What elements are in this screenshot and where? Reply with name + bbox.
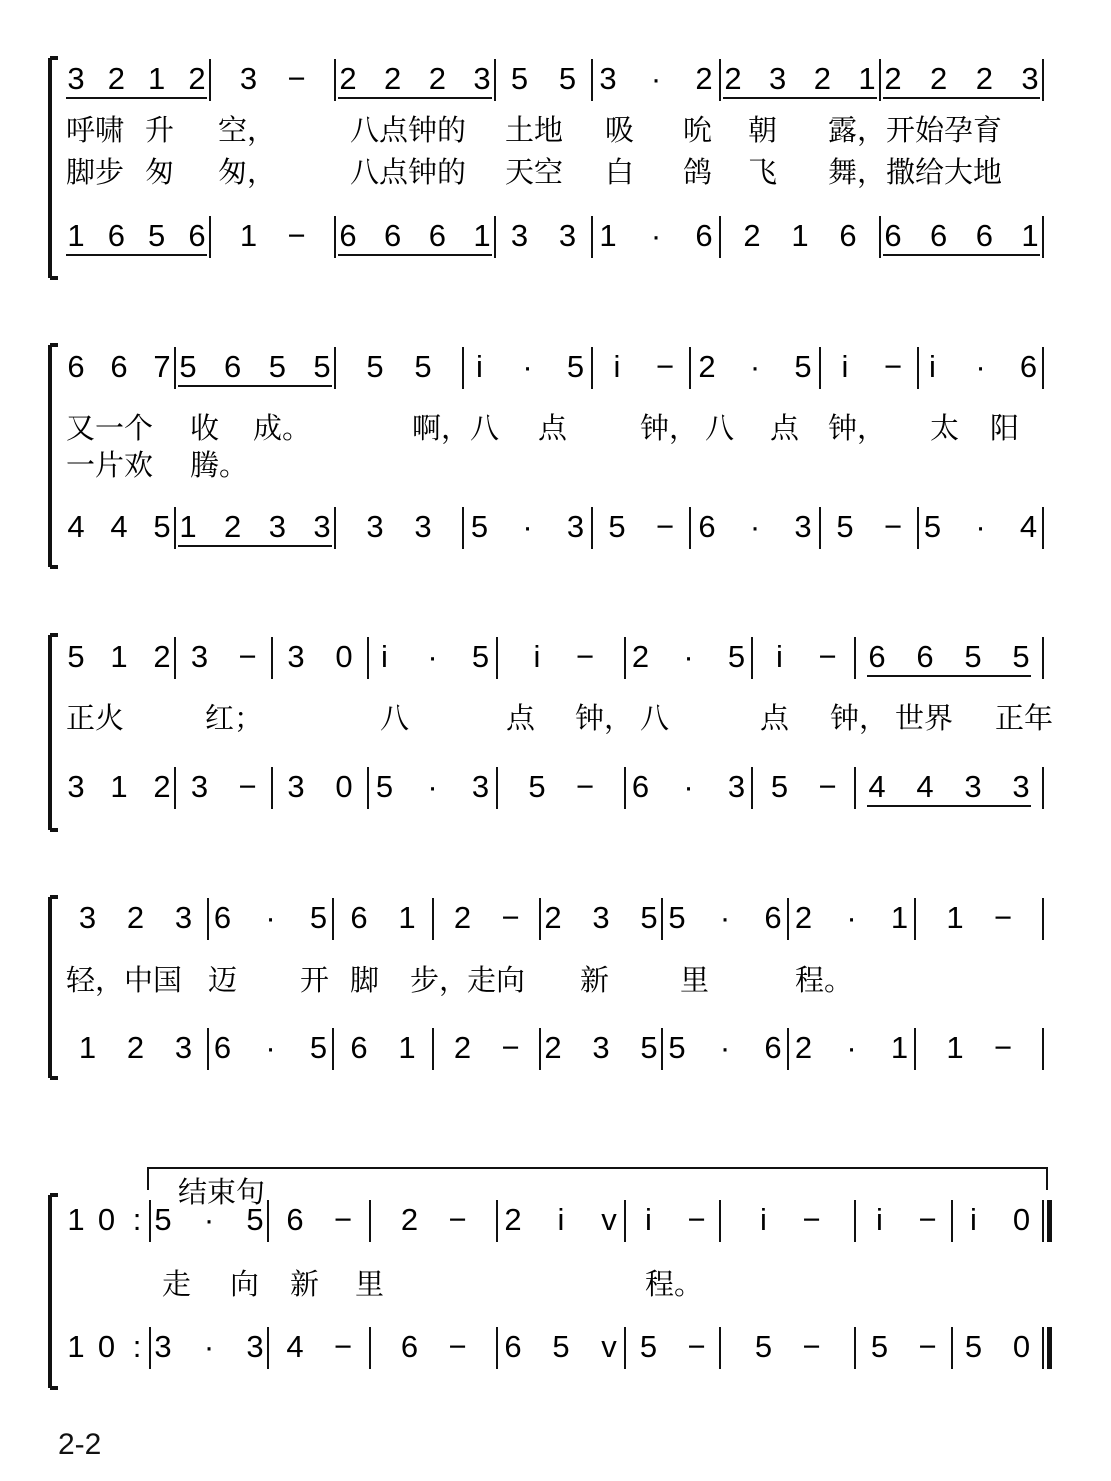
melody-lower-note: 5 (836, 509, 854, 544)
melody-lower-note: − (501, 1030, 520, 1065)
melody-lower-note: − (238, 769, 257, 804)
melody-upper-note: 2 (384, 61, 402, 96)
melody-lower-note: 3 (964, 769, 982, 804)
lyric-word: 朝 (748, 113, 778, 147)
lyric-word: 飞 (748, 155, 778, 189)
melody-upper-note: 5 (668, 900, 686, 935)
melody-lower-note: 1 (890, 1030, 909, 1065)
melody-upper-note: 5 (640, 900, 658, 935)
melody-upper-note: 5 (964, 639, 982, 674)
lyric-word: 程。 (645, 1267, 704, 1301)
melody-upper-note: − (802, 1202, 821, 1237)
lyric-word: 点 (538, 411, 568, 445)
melody-upper-note: 1 (67, 1202, 85, 1237)
melody-upper-note: − (575, 639, 595, 674)
melody-lower-note: 4 (67, 509, 85, 544)
melody-upper-note: 2 (695, 61, 713, 96)
melody-lower-note: − (655, 509, 675, 544)
melody-lower-note: : (132, 1329, 142, 1364)
melody-lower-note: 2 (544, 1030, 562, 1065)
lyric-word: 点 (506, 701, 536, 735)
melody-lower-note: 6 (188, 218, 206, 253)
melody-upper-note: 2 (813, 61, 831, 96)
melody-upper-note: 3 (239, 61, 258, 96)
melody-upper-note: 5 (1012, 639, 1030, 674)
lyric-word: 八点钟的 (350, 155, 467, 189)
melody-lower-note: 1 (239, 218, 258, 253)
melody-upper-note: 5 (179, 349, 197, 384)
lyric-word: 吸 (605, 113, 635, 147)
melody-upper-note: 6 (286, 1202, 304, 1237)
melody-lower-note: 3 (313, 509, 331, 544)
melody-upper-note: : (132, 1202, 142, 1237)
lyric-word: 开 (300, 963, 330, 997)
melody-upper-note: · (683, 639, 694, 674)
melody-lower-note: 4 (110, 509, 128, 544)
lyric-word: 新 (290, 1267, 320, 1301)
melody-upper-note: 2 (724, 61, 742, 96)
melody-lower-note: 3 (727, 769, 746, 804)
melody-lower-note: 5 (375, 769, 394, 804)
melody-lower-note: 1 (78, 1030, 97, 1065)
melody-upper-note: − (993, 900, 1013, 935)
melody-lower-note: − (818, 769, 837, 804)
melody-upper-note: · (650, 61, 662, 96)
melody-upper-note: 3 (473, 61, 491, 96)
melody-upper-note: − (687, 1202, 706, 1237)
melody-upper-note: 2 (504, 1202, 522, 1237)
melody-lower-note: 6 (975, 218, 993, 253)
melody-upper-note: 2 (153, 639, 171, 674)
melody-lower-note: 6 (764, 1030, 782, 1065)
melody-upper-note: 0 (97, 1202, 116, 1237)
melody-upper-note: i (841, 349, 849, 384)
lyric-word: 向 (230, 1267, 260, 1301)
melody-lower-note: 3 (414, 509, 432, 544)
lyric-word: 脚 (350, 963, 380, 997)
lyric-word: 呼啸 (66, 113, 125, 147)
lyric-word: 钟， (640, 411, 699, 445)
melody-upper-note: 5 (566, 349, 585, 384)
melody-upper-note: 6 (868, 639, 886, 674)
melody-upper-note: 3 (599, 61, 617, 96)
melody-upper-note: v (601, 1202, 617, 1237)
melody-upper-note: − (287, 61, 306, 96)
melody-lower-note: 3 (558, 218, 577, 253)
melody-upper-note: i (613, 349, 621, 384)
melody-lower-note: 3 (366, 509, 384, 544)
melody-lower-note: · (846, 1030, 857, 1065)
melody-upper-note: 5 (309, 900, 328, 935)
melody-upper-note: 3 (592, 900, 610, 935)
lyric-word: 迈 (208, 963, 238, 997)
melody-upper-note: 3 (174, 900, 193, 935)
melody-lower-note: 6 (384, 218, 402, 253)
melody-upper-note: 3 (1021, 61, 1039, 96)
melody-lower-note: 2 (153, 769, 171, 804)
melody-upper-note: · (522, 349, 533, 384)
melody-upper-note: 5 (313, 349, 331, 384)
melody-lower-note: 5 (754, 1329, 773, 1364)
melody-upper-note: 2 (400, 1202, 419, 1237)
melody-lower-note: 4 (916, 769, 934, 804)
lyric-word: 升 (145, 113, 175, 147)
lyric-word: 收 (190, 411, 220, 445)
melody-lower-note: 6 (350, 1030, 368, 1065)
melody-upper-note: 2 (107, 61, 125, 96)
melody-lower-note: · (749, 509, 761, 544)
lyric-word: 匆 (145, 155, 175, 189)
melody-upper-note: 2 (544, 900, 562, 935)
melody-lower-note: 5 (770, 769, 789, 804)
melody-upper-note: − (501, 900, 520, 935)
melody-upper-note: i (557, 1202, 565, 1237)
melody-lower-note: 3 (794, 509, 812, 544)
lyric-word: 八 (380, 701, 410, 735)
melody-upper-note: 6 (1019, 349, 1038, 384)
melody-lower-note: · (265, 1030, 276, 1065)
melody-lower-note: 5 (923, 509, 942, 544)
melody-upper-note: 1 (398, 900, 416, 935)
lyric-word: 白 (605, 155, 635, 189)
melody-lower-note: 2 (453, 1030, 472, 1065)
melody-upper-note: 5 (154, 1202, 172, 1237)
melody-lower-note: 5 (552, 1329, 570, 1364)
melody-upper-note: 6 (224, 349, 242, 384)
melody-upper-note: 5 (558, 61, 577, 96)
melody-lower-note: 3 (1012, 769, 1030, 804)
melody-upper-note: − (448, 1202, 467, 1237)
melody-upper-note: 1 (946, 900, 964, 935)
melody-upper-note: − (883, 349, 903, 384)
melody-upper-note: 3 (769, 61, 787, 96)
melody-upper-note: 2 (698, 349, 716, 384)
melody-lower-note: 6 (839, 218, 857, 253)
melody-upper-note: · (265, 900, 276, 935)
melody-upper-note: 1 (110, 639, 128, 674)
melody-lower-note: 6 (930, 218, 948, 253)
lyric-word: 成。 (253, 411, 312, 445)
melody-upper-note: 5 (366, 349, 384, 384)
melody-upper-note: i (776, 639, 783, 674)
melody-lower-note: 5 (528, 769, 546, 804)
final-barline (1047, 1327, 1052, 1369)
melody-upper-note: i (929, 349, 936, 384)
lyric-word: 钟， (830, 701, 889, 735)
melody-lower-note: 6 (339, 218, 357, 253)
lyric-word: 程。 (795, 963, 854, 997)
melody-lower-note: 4 (868, 769, 886, 804)
melody-upper-note: − (238, 639, 257, 674)
melody-upper-note: i (970, 1202, 977, 1237)
melody-upper-note: 2 (453, 900, 472, 935)
lyric-word: 正火 (66, 701, 125, 735)
melody-lower-note: 2 (126, 1030, 145, 1065)
melody-lower-note: 2 (224, 509, 242, 544)
melody-lower-note: 1 (398, 1030, 416, 1065)
lyric-word: 步， (410, 963, 469, 997)
melody-lower-note: 1 (946, 1030, 964, 1065)
melody-upper-note: 2 (631, 639, 650, 674)
melody-lower-note: − (883, 509, 903, 544)
system-bracket (50, 58, 58, 278)
melody-lower-note: 2 (794, 1030, 813, 1065)
melody-upper-note: 2 (794, 900, 813, 935)
melody-upper-note: 3 (78, 900, 97, 935)
melody-lower-note: − (687, 1329, 706, 1364)
melody-lower-note: − (918, 1329, 937, 1364)
page-number: 2-2 (58, 1428, 102, 1461)
melody-lower-note: · (719, 1030, 731, 1065)
melody-lower-note: 3 (510, 218, 529, 253)
melody-upper-note: 5 (727, 639, 746, 674)
melody-lower-note: 5 (639, 1329, 658, 1364)
melody-upper-note: 1 (890, 900, 909, 935)
lyric-word: 匆， (218, 155, 277, 189)
lyric-word: 里 (355, 1267, 385, 1301)
melody-lower-note: 3 (190, 769, 209, 804)
melody-lower-note: · (427, 769, 438, 804)
melody-upper-note: − (918, 1202, 937, 1237)
lyric-word: 走 (162, 1267, 192, 1301)
melody-lower-note: 0 (335, 769, 353, 804)
melody-upper-note: 6 (110, 349, 128, 384)
system-bracket (50, 635, 58, 830)
melody-lower-note: · (522, 509, 533, 544)
lyric-word: 里 (680, 963, 710, 997)
final-barline (1047, 1200, 1052, 1242)
melody-upper-note: 0 (1012, 1202, 1031, 1237)
lyric-word: 新 (580, 963, 610, 997)
melody-lower-note: 6 (698, 509, 716, 544)
lyric-word: 脚步 (66, 155, 125, 189)
melody-upper-note: 6 (916, 639, 934, 674)
melody-upper-note: · (719, 900, 731, 935)
melody-lower-note: 1 (179, 509, 197, 544)
melody-upper-note: 2 (339, 61, 357, 96)
lyric-word: 八 (705, 411, 735, 445)
melody-upper-note: 3 (190, 639, 209, 674)
melody-upper-note: i (760, 1202, 767, 1237)
lyric-word: 一片欢 (66, 448, 154, 482)
melody-lower-note: 0 (1012, 1329, 1031, 1364)
melody-upper-note: i (876, 1202, 883, 1237)
melody-lower-note: − (333, 1329, 353, 1364)
melody-upper-note: · (846, 900, 857, 935)
lyric-word: 腾。 (190, 448, 249, 482)
lyric-word: 土地 (505, 113, 564, 147)
melody-lower-note: 5 (640, 1030, 658, 1065)
melody-lower-note: 3 (67, 769, 85, 804)
melody-lower-note: · (650, 218, 662, 253)
melody-upper-note: − (655, 349, 675, 384)
melody-lower-note: 1 (67, 218, 85, 253)
melody-lower-note: 1 (67, 1329, 85, 1364)
melody-lower-note: 6 (428, 218, 446, 253)
melody-lower-note: 1 (473, 218, 491, 253)
melody-upper-note: 1 (858, 61, 876, 96)
melody-upper-note: 6 (350, 900, 368, 935)
melody-lower-note: 1 (791, 218, 809, 253)
melody-upper-note: 5 (268, 349, 286, 384)
lyric-word: 钟， (575, 701, 634, 735)
melody-lower-note: 1 (1021, 218, 1039, 253)
melody-lower-note: 6 (400, 1329, 419, 1364)
melody-lower-note: 2 (743, 218, 761, 253)
melody-lower-note: 5 (870, 1329, 889, 1364)
lyric-word: 点 (770, 411, 800, 445)
system-bracket (50, 897, 58, 1078)
melody-lower-note: 1 (110, 769, 128, 804)
melody-lower-note: 3 (287, 769, 305, 804)
melody-upper-note: 6 (764, 900, 782, 935)
lyric-word: 露，开始孕育 (828, 113, 1003, 147)
lyric-word: 太 (930, 411, 960, 445)
melody-lower-note: 5 (608, 509, 626, 544)
melody-lower-note: 6 (504, 1329, 522, 1364)
lyric-word: 阳 (990, 411, 1020, 445)
lyric-word: 空， (218, 113, 277, 147)
lyric-word: 鸽 (683, 155, 713, 189)
melody-lower-note: 6 (107, 218, 125, 253)
lyric-word: 舞，撒给大地 (828, 155, 1003, 189)
melody-lower-note: 3 (592, 1030, 610, 1065)
melody-lower-note: 3 (268, 509, 286, 544)
lyric-word: 八点钟的 (350, 113, 467, 147)
melody-lower-note: 5 (148, 218, 166, 253)
melody-upper-note: · (427, 639, 438, 674)
melody-upper-note: − (333, 1202, 353, 1237)
lyric-word: 红； (205, 701, 264, 735)
ending-bracket (148, 1168, 1047, 1190)
melody-lower-note: 6 (695, 218, 713, 253)
melody-upper-note: · (975, 349, 986, 384)
lyric-word: 走向 (467, 963, 526, 997)
lyric-word: 正年 (995, 701, 1054, 735)
melody-upper-note: 5 (794, 349, 812, 384)
melody-upper-note: 2 (930, 61, 948, 96)
melody-lower-note: − (993, 1030, 1013, 1065)
lyric-word: 世界 (895, 701, 954, 735)
melody-upper-note: 6 (67, 349, 85, 384)
melody-upper-note: 2 (428, 61, 446, 96)
melody-lower-note: − (802, 1329, 821, 1364)
melody-lower-note: 3 (471, 769, 490, 804)
melody-lower-note: · (683, 769, 694, 804)
melody-lower-note: 5 (153, 509, 171, 544)
melody-lower-note: 3 (174, 1030, 193, 1065)
lyric-word: 又一个 (66, 411, 154, 445)
melody-upper-note: 0 (335, 639, 353, 674)
melody-lower-note: v (601, 1329, 617, 1364)
melody-upper-note: · (749, 349, 761, 384)
melody-upper-note: 5 (471, 639, 490, 674)
melody-upper-note: i (645, 1202, 652, 1237)
system-bracket (50, 1195, 58, 1388)
melody-lower-note: − (287, 218, 306, 253)
melody-upper-note: 2 (975, 61, 993, 96)
melody-upper-note: 1 (148, 61, 166, 96)
melody-upper-note: 2 (126, 900, 145, 935)
melody-upper-note: 3 (287, 639, 305, 674)
system-bracket (50, 345, 58, 567)
melody-lower-note: − (575, 769, 595, 804)
melody-upper-note: 2 (188, 61, 206, 96)
melody-lower-note: 0 (97, 1329, 116, 1364)
melody-lower-note: 6 (631, 769, 650, 804)
melody-lower-note: 3 (154, 1329, 172, 1364)
melody-upper-note: i (533, 639, 541, 674)
melody-lower-note: 3 (566, 509, 585, 544)
melody-lower-note: · (975, 509, 986, 544)
melody-lower-note: 4 (286, 1329, 304, 1364)
melody-upper-note: 5 (510, 61, 529, 96)
ending-label: 结束句 (178, 1175, 266, 1209)
melody-lower-note: 3 (246, 1329, 264, 1364)
lyric-word: 吮 (683, 113, 713, 147)
melody-lower-note: − (448, 1329, 467, 1364)
melody-upper-note: 7 (153, 349, 171, 384)
melody-upper-note: − (818, 639, 837, 674)
lyric-word: 点 (760, 701, 790, 735)
lyric-word: 轻，中国 (66, 963, 183, 997)
melody-upper-note: 6 (213, 900, 232, 935)
melody-upper-note: 5 (67, 639, 85, 674)
lyric-word: 啊，八 (412, 411, 500, 445)
melody-upper-note: 5 (414, 349, 432, 384)
lyric-word: 钟， (828, 411, 887, 445)
melody-upper-note: · (203, 1202, 215, 1237)
melody-upper-note: 3 (67, 61, 85, 96)
melody-lower-note: 5 (964, 1329, 983, 1364)
melody-upper-note: i (381, 639, 388, 674)
melody-upper-note: i (476, 349, 483, 384)
melody-lower-note: 5 (668, 1030, 686, 1065)
melody-lower-note: · (203, 1329, 215, 1364)
melody-upper-note: 2 (884, 61, 902, 96)
melody-lower-note: 5 (309, 1030, 328, 1065)
melody-lower-note: 4 (1019, 509, 1038, 544)
lyric-word: 天空 (505, 155, 564, 189)
melody-lower-note: 5 (470, 509, 489, 544)
melody-upper-note: 5 (246, 1202, 264, 1237)
lyric-word: 八 (640, 701, 670, 735)
melody-lower-note: 6 (884, 218, 902, 253)
melody-lower-note: 1 (599, 218, 617, 253)
melody-lower-note: 6 (213, 1030, 232, 1065)
